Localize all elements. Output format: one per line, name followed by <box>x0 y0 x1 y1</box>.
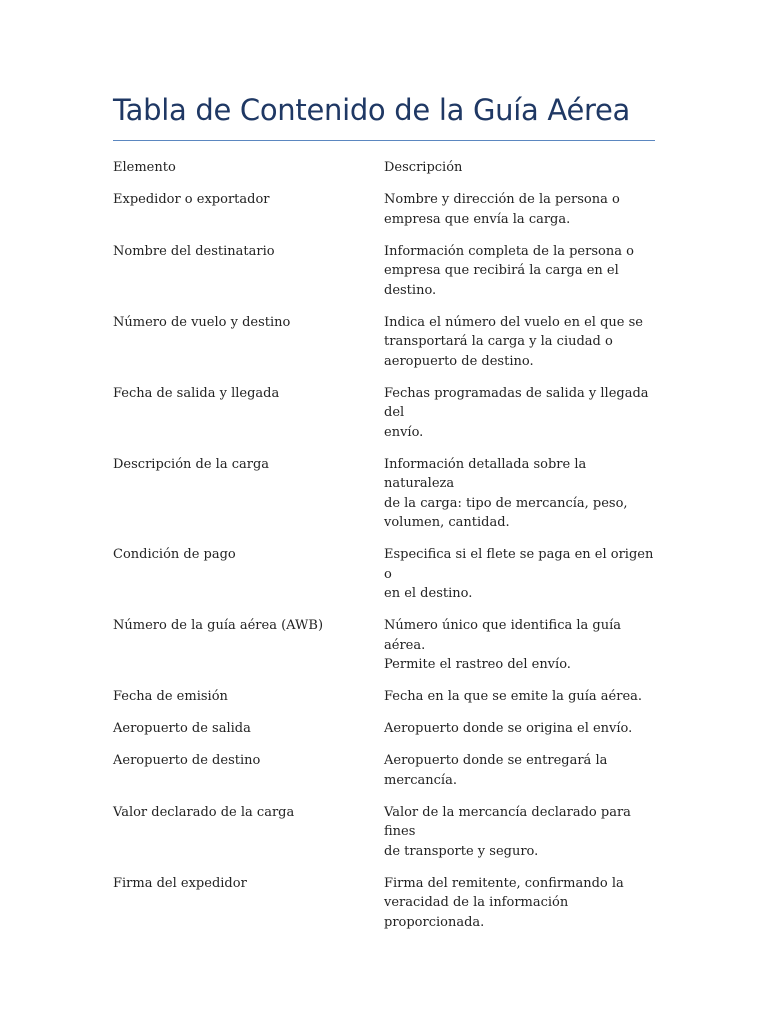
table-row <box>113 384 655 443</box>
row-description-line: mercancía. <box>384 772 457 788</box>
row-description <box>384 545 655 604</box>
row-description-line: volumen, cantidad. <box>384 515 510 530</box>
row-description-line: empresa que envía la carga. <box>384 211 571 227</box>
row-description <box>384 751 655 790</box>
column-header-element: Elemento <box>113 160 176 175</box>
row-description <box>384 687 655 707</box>
row-description-line: veracidad de la información proporcionada. <box>384 895 569 930</box>
row-description <box>384 455 655 533</box>
table-row <box>113 874 655 933</box>
row-description-line: en el destino. <box>384 586 473 601</box>
row-description-line: transportará la carga y la ciudad o <box>384 334 613 349</box>
row-element-label: Firma del expedidor <box>113 875 247 891</box>
table-row <box>113 455 655 533</box>
table-row <box>113 313 655 372</box>
row-description-line: Información completa de la persona o <box>384 243 634 259</box>
row-element-label: Valor declarado de la carga <box>113 804 295 820</box>
row-element-label: Aeropuerto de salida <box>113 721 251 736</box>
row-description-line: envío. <box>384 424 424 440</box>
row-description <box>384 384 655 443</box>
row-description-line: Fechas programadas de salida y llegada del <box>384 385 649 420</box>
table-header-row <box>113 158 655 178</box>
row-element-label: Expedidor o exportador <box>113 192 270 207</box>
row-element-label: Número de vuelo y destino <box>113 314 291 330</box>
row-element-label: Condición de pago <box>113 547 236 562</box>
row-description-line: Información detallada sobre la naturaleza <box>384 456 587 491</box>
row-description-line: Aeropuerto donde se origina el envío. <box>384 721 633 736</box>
row-description <box>384 874 655 933</box>
table-row <box>113 545 655 604</box>
row-element-label: Descripción de la carga <box>113 456 270 472</box>
row-description <box>384 242 655 301</box>
table-row <box>113 719 655 739</box>
row-description-line: aeropuerto de destino. <box>384 353 534 369</box>
row-description-line: Nombre y dirección de la persona o <box>384 192 620 207</box>
row-element-label: Número de la guía aérea (AWB) <box>113 618 324 633</box>
table-row <box>113 190 655 229</box>
table-row <box>113 803 655 862</box>
row-element-label: Aeropuerto de destino <box>113 753 261 768</box>
row-description-line: Valor de la mercancía declarado para fines <box>384 804 631 839</box>
row-description <box>384 313 655 372</box>
row-description-line: Firma del remitente, confirmando la <box>384 875 624 891</box>
table-row <box>113 687 655 707</box>
row-description <box>384 616 655 675</box>
row-description-line: de transporte y seguro. <box>384 843 539 859</box>
row-description-line: Aeropuerto donde se entregará la <box>384 753 608 768</box>
row-description-line: Especifica si el flete se paga en el origen o <box>384 547 654 582</box>
row-description <box>384 719 655 739</box>
table-row <box>113 751 655 790</box>
table-row <box>113 242 655 301</box>
column-header-description: Descripción <box>384 160 463 175</box>
table-body <box>113 190 655 932</box>
row-description <box>384 190 655 229</box>
row-description-line: de la carga: tipo de mercancía, peso, <box>384 495 628 511</box>
row-element-label: Fecha de emisión <box>113 689 228 704</box>
table-row <box>113 616 655 675</box>
row-description-line: Indica el número del vuelo en el que se <box>384 314 643 330</box>
row-description-line: empresa que recibirá la carga en el destino. <box>384 263 619 298</box>
page-title: Tabla de Contenido de la Guía Aérea <box>113 93 630 127</box>
content-table <box>113 158 655 945</box>
title-divider <box>113 140 655 141</box>
row-description-line: Permite el rastreo del envío. <box>384 657 571 672</box>
row-element-label: Nombre del destinatario <box>113 243 275 259</box>
row-description <box>384 803 655 862</box>
row-description-line: Fecha en la que se emite la guía aérea. <box>384 689 643 704</box>
row-description-line: Número único que identifica la guía aérea. <box>384 618 622 653</box>
row-element-label: Fecha de salida y llegada <box>113 385 280 401</box>
